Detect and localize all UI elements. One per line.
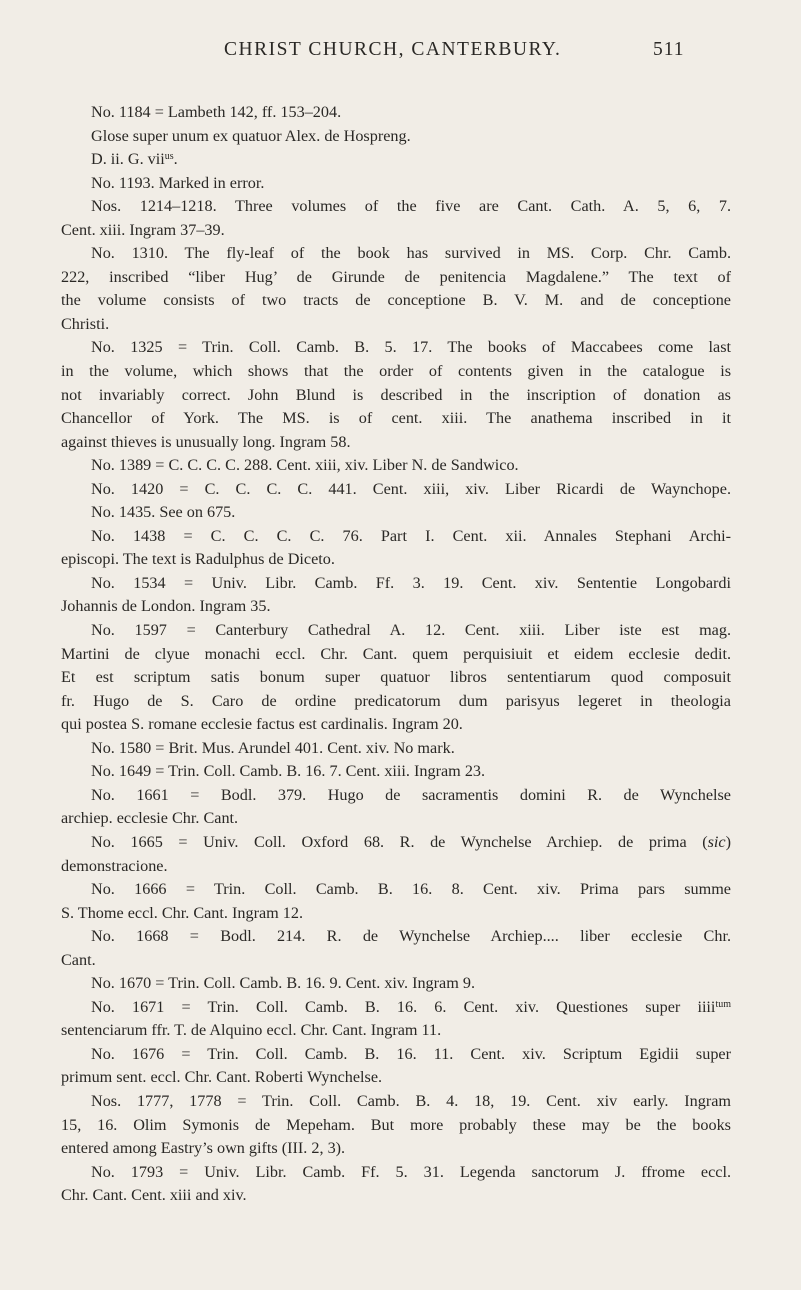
- line-text: primum sent. eccl. Chr. Cant. Roberti Wynchelse.: [61, 1068, 383, 1087]
- line-text: No. 1597 = Canterbury Cathedral A. 12. Cent. xiii. Liber iste est mag.: [91, 621, 731, 640]
- text-line: [91, 572, 731, 596]
- line-text: qui postea S. romane ecclesie factus est cardinalis. Ingram 20.: [61, 715, 463, 734]
- text-line: [91, 1043, 731, 1067]
- line-text: entered among Eastry’s own gifts (III. 2, 3).: [61, 1139, 346, 1158]
- line-text: fr. Hugo de S. Caro de ordine predicatorum dum parisyus legeret in theologia: [61, 691, 731, 710]
- running-head-title: CHRIST CHURCH, CANTERBURY.: [224, 39, 562, 60]
- line-text: Christi.: [61, 314, 110, 333]
- text-line: [91, 242, 731, 266]
- line-text: not invariably correct. John Blund is described in the inscription of donation as: [61, 385, 731, 404]
- running-head: [0, 39, 801, 69]
- text-line: [91, 501, 731, 525]
- superscript: us: [164, 151, 174, 163]
- line-text: No. 1666 = Trin. Coll. Camb. B. 16. 8. Cent. xiv. Prima pars summe: [91, 880, 731, 899]
- superscript: tum: [715, 998, 731, 1010]
- line-text: Et est scriptum satis bonum super quatuor libros sententiarum quod composuit: [61, 668, 731, 687]
- italic-text: sic: [707, 832, 726, 851]
- text-line: [91, 1090, 731, 1114]
- body-text: [61, 101, 731, 1208]
- line-text: No. 1671 = Trin. Coll. Camb. B. 16. 6. Cent. xiv. Questiones super iiii: [91, 997, 716, 1016]
- line-text: No. 1193. Marked in error.: [91, 173, 265, 192]
- text-line: [61, 1019, 731, 1043]
- line-text: No. 1310. The fly-leaf of the book has survived in MS. Corp. Chr. Camb.: [91, 244, 731, 263]
- text-line: [91, 878, 731, 902]
- text-line: [91, 101, 731, 125]
- text-line: [61, 384, 731, 408]
- text-line: [91, 831, 731, 855]
- line-text: 222, inscribed “liber Hug’ de Girunde de penitencia Magdalene.” The text of: [61, 267, 731, 286]
- line-text: sentenciarum ffr. T. de Alquino eccl. Chr. Cant. Ingram 11.: [61, 1021, 442, 1040]
- text-line: [61, 902, 731, 926]
- text-line: [61, 807, 731, 831]
- text-line: [61, 360, 731, 384]
- line-text: No. 1438 = C. C. C. C. 76. Part I. Cent. xii. Annales Stephani Archi-: [91, 526, 731, 545]
- text-line: [91, 525, 731, 549]
- line-text: demonstracione.: [61, 856, 168, 875]
- text-line: [91, 1161, 731, 1185]
- text-line: [61, 289, 731, 313]
- line-text: No. 1184 = Lambeth 142, ff. 153–204.: [91, 103, 342, 121]
- line-text: No. 1325 = Trin. Coll. Camb. B. 5. 17. The books of Maccabees come last: [91, 338, 731, 357]
- text-line: [61, 407, 731, 431]
- line-text: Glose super unum ex quatuor Alex. de Hospreng.: [91, 126, 411, 145]
- text-line: [91, 925, 731, 949]
- line-text: No. 1420 = C. C. C. C. 441. Cent. xiii, xiv. Liber Ricardi de Waynchope.: [91, 479, 731, 498]
- text-line: [61, 266, 731, 290]
- text-line: [61, 643, 731, 667]
- page-number: 511: [653, 39, 685, 60]
- text-line: [61, 1137, 731, 1161]
- line-text: Nos. 1214–1218. Three volumes of the five are Cant. Cath. A. 5, 6, 7.: [91, 197, 731, 216]
- line-suffix: ): [725, 832, 731, 851]
- text-line: [61, 1114, 731, 1138]
- text-line: [61, 949, 731, 973]
- text-line: [61, 713, 731, 737]
- line-text: No. 1389 = C. C. C. C. 288. Cent. xiii, xiv. Liber N. de Sandwico.: [91, 456, 519, 475]
- line-text: D. ii. G. vii: [91, 150, 165, 169]
- text-line: [91, 619, 731, 643]
- line-text: No. 1670 = Trin. Coll. Camb. B. 16. 9. Cent. xiv. Ingram 9.: [91, 974, 476, 993]
- text-line: [91, 737, 731, 761]
- text-line: [61, 313, 731, 337]
- line-text: No. 1676 = Trin. Coll. Camb. B. 16. 11. Cent. xiv. Scriptum Egidii super: [91, 1044, 731, 1063]
- line-text: episcopi. The text is Radulphus de Diceto.: [61, 550, 335, 569]
- text-line: [91, 195, 731, 219]
- text-line: [91, 336, 731, 360]
- line-text: S. Thome eccl. Chr. Cant. Ingram 12.: [61, 903, 304, 922]
- line-text: Cant.: [61, 950, 96, 969]
- line-text: Martini de clyue monachi eccl. Chr. Cant. quem perquisiuit et eidem ecclesie dedit.: [61, 644, 731, 663]
- line-text: No. 1580 = Brit. Mus. Arundel 401. Cent. xiv. No mark.: [91, 738, 455, 757]
- line-text: Cent. xiii. Ingram 37–39.: [61, 220, 225, 239]
- text-line: [91, 148, 731, 172]
- line-text: No. 1793 = Univ. Libr. Camb. Ff. 5. 31. Legenda sanctorum J. ffrome eccl.: [91, 1162, 731, 1181]
- text-line: [91, 172, 731, 196]
- line-text: archiep. ecclesie Chr. Cant.: [61, 809, 239, 828]
- text-line: [91, 454, 731, 478]
- text-line: [91, 784, 731, 808]
- line-text: No. 1665 = Univ. Coll. Oxford 68. R. de Wynchelse Archiep. de prima (: [91, 832, 708, 851]
- text-line: [61, 1184, 731, 1208]
- text-line: [91, 972, 731, 996]
- line-text: No. 1661 = Bodl. 379. Hugo de sacramentis domini R. de Wynchelse: [91, 785, 731, 804]
- text-line: [91, 760, 731, 784]
- line-text: No. 1435. See on 675.: [91, 503, 236, 522]
- line-suffix: .: [173, 150, 178, 169]
- text-line: [61, 666, 731, 690]
- line-text: No. 1534 = Univ. Libr. Camb. Ff. 3. 19. Cent. xiv. Sententie Longobardi: [91, 573, 731, 592]
- line-text: the volume consists of two tracts de conceptione B. V. M. and de conceptione: [61, 291, 731, 310]
- line-text: 15, 16. Olim Symonis de Mepeham. But more probably these may be the books: [61, 1115, 731, 1134]
- line-text: No. 1668 = Bodl. 214. R. de Wynchelse Archiep.... liber ecclesie Chr.: [91, 927, 731, 946]
- text-line: [91, 996, 731, 1020]
- line-text: Johannis de London. Ingram 35.: [61, 597, 271, 616]
- line-text: in the volume, which shows that the order of contents given in the catalogue is: [61, 362, 731, 381]
- line-text: against thieves is unusually long. Ingram 58.: [61, 432, 351, 451]
- line-text: Chancellor of York. The MS. is of cent. xiii. The anathema inscribed in it: [61, 409, 731, 428]
- text-line: [61, 595, 731, 619]
- line-text: Nos. 1777, 1778 = Trin. Coll. Camb. B. 4. 18, 19. Cent. xiv early. Ingram: [91, 1091, 731, 1110]
- text-line: [61, 219, 731, 243]
- text-line: [61, 855, 731, 879]
- text-line: [61, 548, 731, 572]
- text-line: [61, 431, 731, 455]
- text-line: [61, 1066, 731, 1090]
- text-line: [61, 690, 731, 714]
- text-line: [91, 125, 731, 149]
- text-line: [91, 478, 731, 502]
- line-text: No. 1649 = Trin. Coll. Camb. B. 16. 7. Cent. xiii. Ingram 23.: [91, 762, 486, 781]
- line-text: Chr. Cant. Cent. xiii and xiv.: [61, 1186, 247, 1205]
